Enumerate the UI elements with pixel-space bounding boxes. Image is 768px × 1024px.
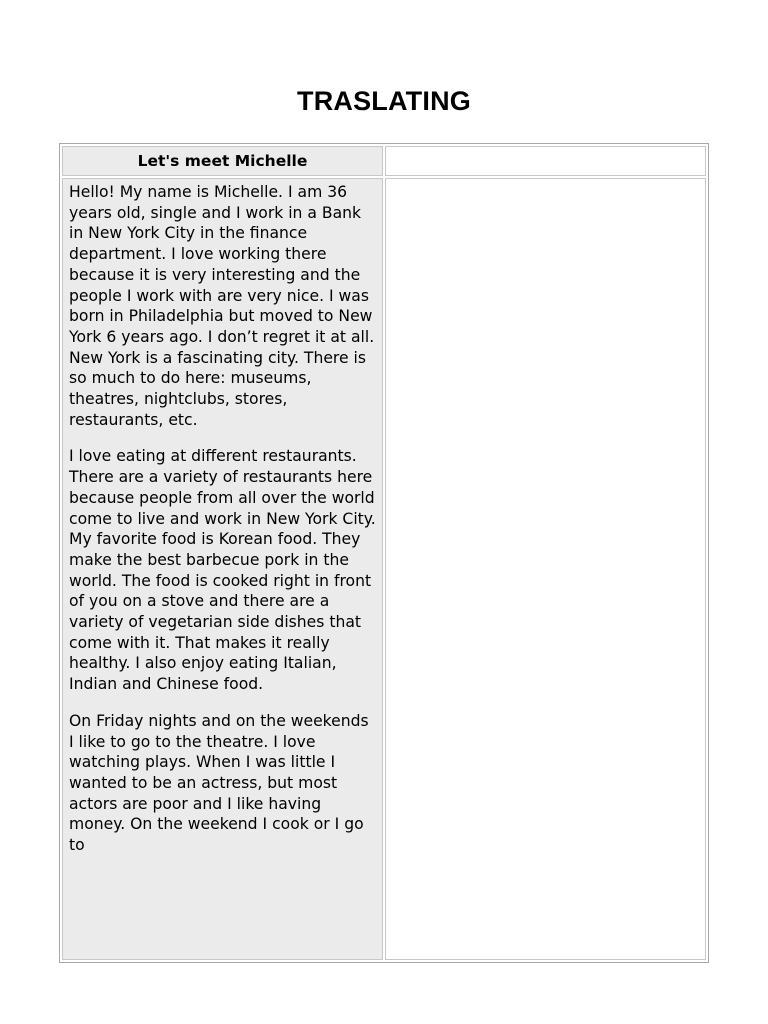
header-cell-original-label: Let's meet Michelle: [137, 152, 308, 170]
paragraph-1: Hello! My name is Michelle. I am 36 years old, single and I work in a Bank in New York City in the finance department. I love working there because it is very interesting and the people I work with are very nice. I was born in Philadelphia but moved to New York 6 years ago. I don’t regret it at all. New York is a fascinating city. There is so much to do here: museums, theatres, nightclubs, stores, restaurants, etc.: [69, 183, 375, 429]
paragraph-2: I love eating at different restaurants. There are a variety of restaurants here because people from all over the world come to live and work in New York City. My favorite food is Korean food. They make the best barbecue pork in the world. The food is cooked right in front of you on a stove and there are a variety of vegetarian side dishes that come with it. That makes it really healthy. I also enjoy eating Italian, Indian and Chinese food.: [69, 447, 376, 694]
original-text-cell: [62, 178, 383, 960]
paragraph-3: On Friday nights and on the weekends I like to go to the theatre. I love watching plays. When I was little I wanted to be an actress, but most actors are poor and I like having money. On the weekend I cook or I go to: [69, 711, 369, 855]
translation-table: [59, 143, 709, 963]
original-text: [63, 179, 382, 925]
table-header-row: [60, 144, 708, 178]
header-cell-translation: [385, 146, 706, 176]
header-cell-original: [62, 146, 383, 176]
translation-text-cell: [385, 178, 706, 960]
page-title: TRASLATING: [297, 86, 471, 116]
table-body-row: [60, 178, 708, 962]
